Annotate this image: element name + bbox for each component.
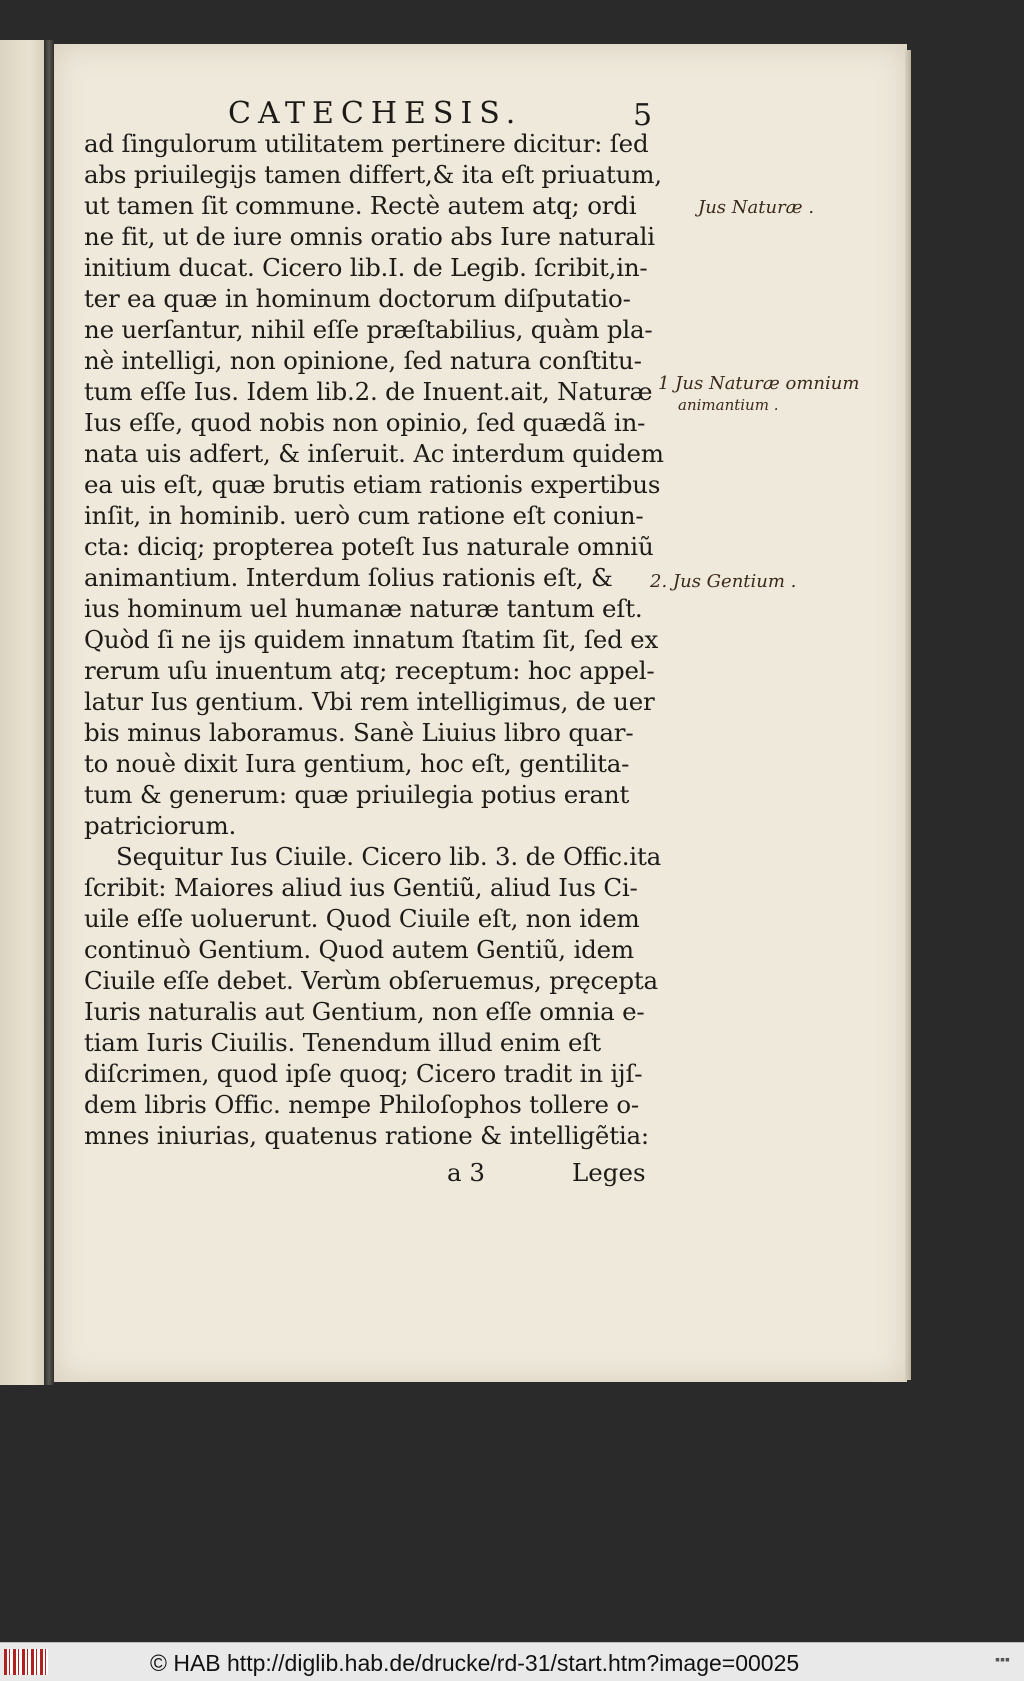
text-line: diſcrimen, quod ipſe quoq; Cicero tradit in ijſ- [84, 1059, 643, 1088]
text-line: latur Ius gentium. Vbi rem intelligimus, de uer [84, 687, 655, 716]
margin-note: Jus Naturæ . [698, 197, 815, 218]
text-line: ut tamen ſit commune. Rectè autem atq; ordi [84, 191, 637, 220]
book-gutter [44, 40, 54, 1385]
text-line: Ius eſſe, quod nobis non opinio, ſed quædã in- [84, 408, 646, 437]
text-line: tum eſſe Ius. Idem lib.2. de Inuent.ait, Naturæ [84, 377, 653, 406]
text-line: nata uis adfert, & inſeruit. Ac interdum quidem [84, 439, 664, 468]
text-line: ne fit, ut de iure omnis oratio abs Iure naturali [84, 222, 655, 251]
catchword: Leges [572, 1158, 646, 1187]
text-line: ter ea quæ in hominum doctorum diſputatio- [84, 284, 631, 313]
page-edge [905, 50, 911, 1380]
text-line: uile eſſe uoluerunt. Quod Ciuile eſt, non idem [84, 904, 640, 933]
text-line: ius hominum uel humanæ naturæ tantum eſt. [84, 594, 643, 623]
text-line: Quòd ſi ne ijs quidem innatum ſtatim ſit, ſed ex [84, 625, 659, 654]
more-icon[interactable]: ▪▪▪ [995, 1651, 1010, 1667]
signature-mark: a 3 [447, 1158, 485, 1187]
footer-bar [0, 1642, 1024, 1681]
text-line: continuò Gentium. Quod autem Gentiũ, idem [84, 935, 634, 964]
text-line: Iuris naturalis aut Gentium, non eſſe omnia e- [84, 997, 645, 1026]
text-line: bis minus laboramus. Sanè Liuius libro quar- [84, 718, 634, 747]
text-line: ne uerſantur, nihil eſſe præſtabilius, quàm pla- [84, 315, 653, 344]
margin-note: 1 Jus Naturæ omnium [658, 373, 860, 394]
text-line: ſcribit: Maiores aliud ius Gentiũ, aliud Ius Ci- [84, 873, 638, 902]
text-line: nè intelligi, non opinione, ſed natura conſtitu- [84, 346, 642, 375]
text-line: abs priuilegijs tamen differt,& ita eſt priuatum, [84, 160, 662, 189]
page-number: 5 [633, 98, 653, 133]
text-line: Ciuile eſſe debet. Verùm obſeruemus, pręcepta [84, 966, 658, 995]
text-line: ea uis eſt, quæ brutis etiam rationis expertibus [84, 470, 661, 499]
facing-page-sliver [0, 40, 50, 1385]
margin-note: 2. Jus Gentium . [650, 571, 797, 592]
text-line: animantium. Interdum ſolius rationis eſt, & [84, 563, 613, 592]
text-line: inſit, in hominib. uerò cum ratione eſt coniun- [84, 501, 644, 530]
text-line: mnes iniurias, quatenus ratione & intelligẽtia: [84, 1121, 649, 1150]
text-line: to nouè dixit Iura gentium, hoc eſt, gentilita- [84, 749, 630, 778]
footer-credit: © HAB http://diglib.hab.de/drucke/rd-31/start.htm?image=00025 [150, 1650, 800, 1676]
running-head: CATECHESIS. [228, 96, 523, 131]
text-line: cta: diciq; propterea poteſt Ius naturale omniũ [84, 532, 654, 561]
text-line: tiam Iuris Ciuilis. Tenendum illud enim eſt [84, 1028, 601, 1057]
text-line: ad ſingulorum utilitatem pertinere dicitur: ſed [84, 129, 649, 158]
margin-note: animantium . [678, 396, 779, 414]
text-line: tum & generum: quæ priuilegia potius erant [84, 780, 630, 809]
body-text [84, 128, 664, 1151]
text-line: Sequitur Ius Ciuile. Cicero lib. 3. de Offic.ita [116, 842, 661, 871]
text-line: patriciorum. [84, 811, 237, 840]
text-line: dem libris Offic. nempe Philoſophos tollere o- [84, 1090, 639, 1119]
text-line: initium ducat. Cicero lib.I. de Legib. ſcribit,in- [84, 253, 648, 282]
text-line: rerum uſu inuentum atq; receptum: hoc appel- [84, 656, 655, 685]
barcode-icon [4, 1649, 48, 1675]
